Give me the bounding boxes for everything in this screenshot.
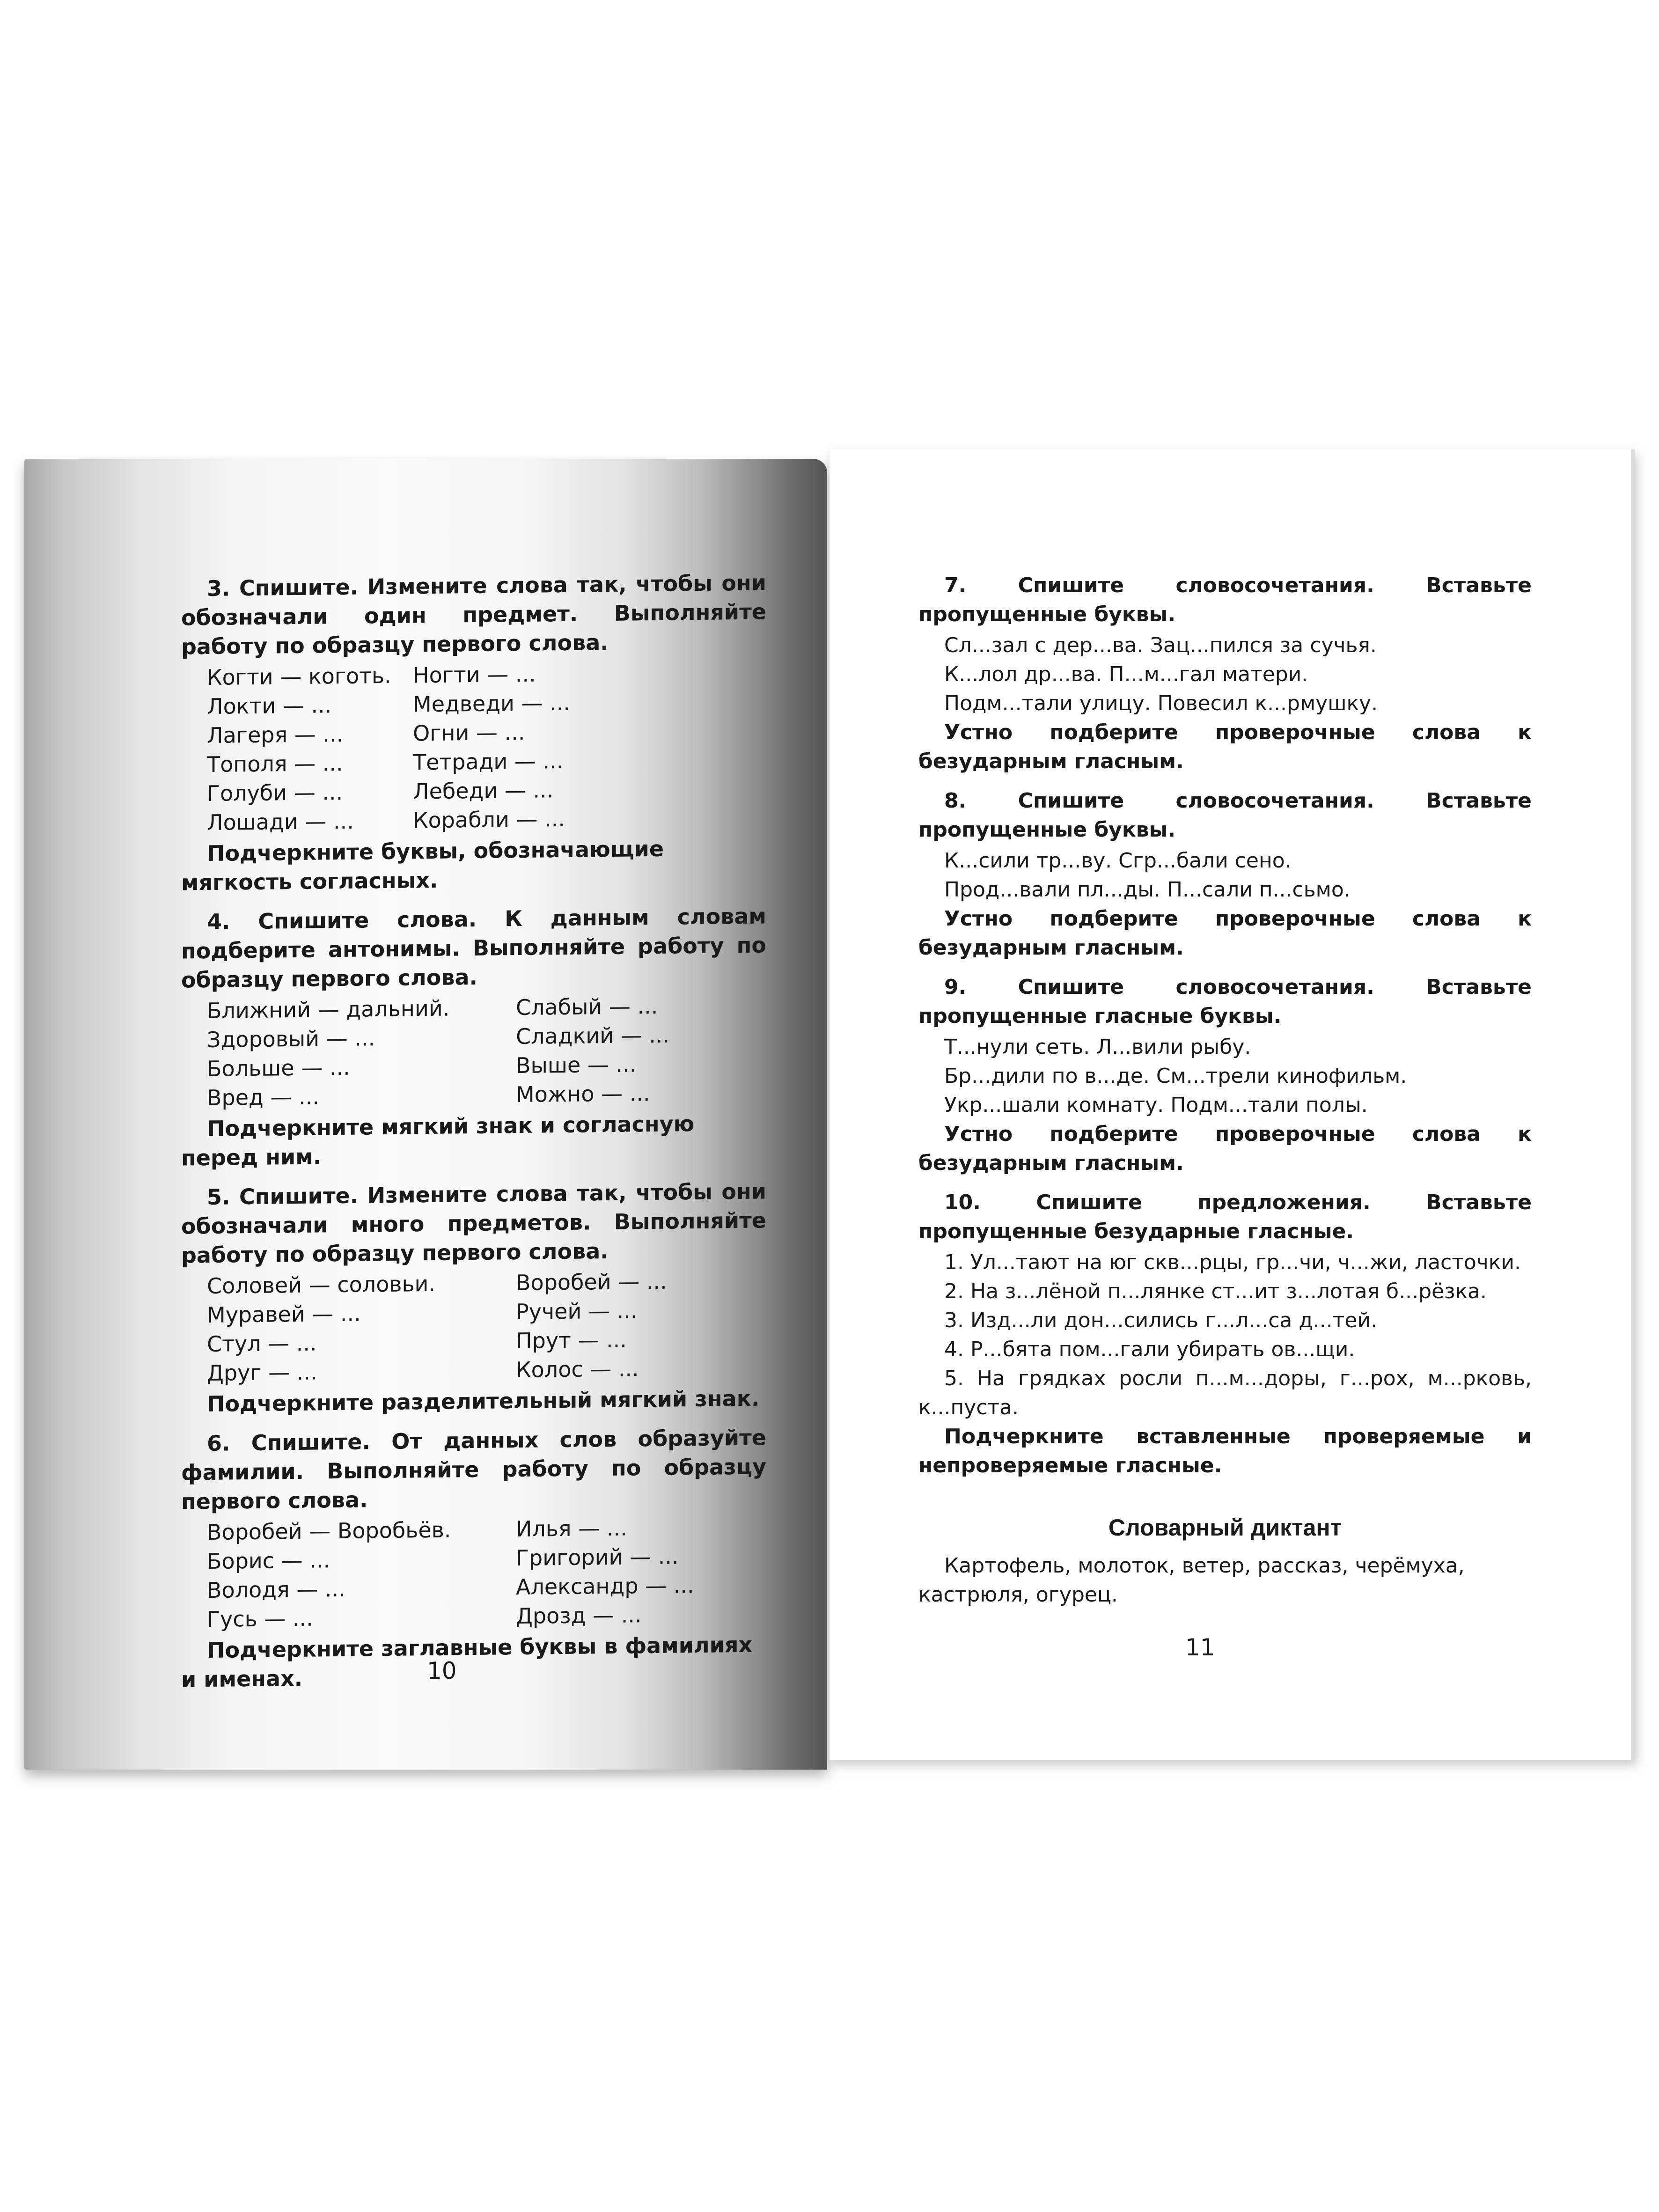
text-line: К...лол др...ва. П...м...гал матери. [944,662,1308,686]
exercise-8-title: 8. Спишите словосочетания. Вставьте пропущенные буквы. [918,789,1532,842]
word-item: Лагеря — ... [207,721,344,748]
word-item: Гусь — ... [207,1605,313,1632]
word-item: Соловей — соловьи. [207,1271,436,1299]
word-item: Лошади — ... [207,808,354,835]
word-item: Тополя — ... [207,750,343,777]
word-item: Слабый — ... [516,993,658,1021]
word-item: Когти — коготь. [207,662,391,690]
text-line: 5. На грядках росли п...м...доры, г...рох, м...рковь, к...пуста. [918,1367,1532,1419]
exercise-7-lines [918,631,1532,718]
exercise-3-words [207,657,766,837]
exercise-4-note: Подчеркните мягкий знак и согласную перед ним. [181,1111,695,1171]
exercise-9-note: Устно подберите проверочные слова к безударным гласным. [918,1122,1532,1175]
exercise-10-title: 10. Спишите предложения. Вставьте пропущенные безударные гласные. [918,1191,1532,1243]
text-line: Т...нули сеть. Л...вили рыбу. [944,1035,1251,1059]
word-item: Стул — ... [207,1330,317,1357]
right-page [830,449,1635,1760]
word-item: Выше — ... [516,1051,637,1079]
page-number-right: 11 [1185,1634,1215,1661]
exercise-9-title: 9. Спишите словосочетания. Вставьте пропущенные гласные буквы. [918,975,1532,1028]
exercise-5-note: Подчеркните разделительный мягкий знак. [207,1385,760,1417]
exercise-8 [918,786,1532,963]
word-item: Александр — ... [516,1573,694,1600]
exercise-10-lines [918,1248,1532,1422]
word-item: Борис — ... [207,1547,330,1574]
exercise-4-words [207,990,766,1112]
book-spread [24,449,1635,1770]
word-item: Муравей — ... [207,1301,361,1328]
exercise-4-title: 4. Спишите слова. К данным словам подберите антонимы. Выполняйте работу по образцу первого слова. [181,903,766,993]
word-item: Здоровый — ... [207,1025,375,1052]
word-item: Ручей — ... [516,1298,638,1325]
word-item: Прут — ... [516,1327,627,1354]
word-item: Колос — ... [516,1356,639,1383]
word-item: Вред — ... [207,1084,319,1110]
word-item: Воробей — ... [516,1268,667,1296]
exercise-3-title: 3. Спишите. Измените слова так, чтобы они обозначали один предмет. Выполняйте работу по образцу первого слова. [181,570,766,660]
word-item: Локти — ... [207,692,332,719]
word-item: Володя — ... [207,1576,345,1603]
text-line: Подм...тали улицу. Повесил к...рмушку. [944,691,1378,715]
exercise-9 [918,973,1532,1178]
text-line: 2. На з...лёной п...лянке ст...ит з...лотая б...рёзка. [944,1279,1487,1303]
exercise-6-title: 6. Спишите. От данных слов образуйте фамилии. Выполняйте работу по образцу первого слова. [181,1425,766,1514]
word-item: Огни — ... [413,719,525,746]
exercise-5-title: 5. Спишите. Измените слова так, чтобы они обозначали много предметов. Выполняйте работу по образцу первого слова. [181,1178,766,1268]
word-item: Сладкий — ... [516,1022,670,1050]
text-line: К...сили тр...ву. Сгр...бали сено. [944,849,1292,873]
text-line: Прод...вали пл...ды. П...сали п...сьмо. [944,878,1351,902]
word-item: Лебеди — ... [413,777,554,804]
word-item: Ногти — ... [413,661,536,688]
word-item: Медведи — ... [413,690,571,717]
word-item: Можно — ... [516,1080,650,1108]
word-item: Воробей — Воробьёв. [207,1517,451,1545]
text-line: 3. Изд...ли дон...сились г...л...са д...тей. [944,1308,1378,1332]
left-page [24,459,827,1770]
left-page-content [181,568,766,1704]
exercise-5-words [207,1265,766,1388]
exercise-6-words [207,1512,766,1634]
page-number-left: 10 [427,1657,457,1684]
text-line: Укр...шали комнату. Подм...тали полы. [944,1093,1368,1117]
exercise-10 [918,1188,1532,1480]
word-item: Тетради — ... [413,748,564,775]
text-line: 4. Р...бята пом...гали убирать ов...щи. [944,1337,1355,1361]
right-page-content [918,571,1532,1609]
dictation-title: Словарный диктант [1108,1514,1342,1541]
text-line: Бр...дили по в...де. См...трели кинофильм. [944,1064,1407,1088]
word-item: Ближний — дальний. [207,995,450,1023]
exercise-10-note: Подчеркните вставленные проверяемые и непроверяемые гласные. [918,1425,1532,1477]
exercise-8-note: Устно подберите проверочные слова к безударным гласным. [918,907,1532,960]
text-line: 1. Ул...тают на юг скв...рцы, гр...чи, ч...жи, ласточки. [944,1250,1521,1274]
exercise-7-note: Устно подберите проверочные слова к безударным гласным. [918,720,1532,773]
word-item: Илья — ... [516,1515,627,1542]
exercise-8-lines [918,846,1532,904]
dictation-text: Картофель, молоток, ветер, рассказ, черёмуха, кастрюля, огурец. [918,1554,1465,1607]
exercise-7-title: 7. Спишите словосочетания. Вставьте пропущенные буквы. [918,573,1532,626]
exercise-9-lines [918,1033,1532,1120]
exercise-7 [918,571,1532,776]
exercise-6-note: Подчеркните заглавные буквы в фамилиях и именах. [181,1631,753,1692]
word-item: Друг — ... [207,1359,317,1386]
word-item: Голуби — ... [207,779,343,806]
word-item: Больше — ... [207,1054,350,1081]
exercise-3-note: Подчеркните буквы, обозначающие мягкость согласных. [181,836,664,896]
word-item: Дрозд — ... [516,1602,642,1629]
word-item: Григорий — ... [516,1543,679,1571]
text-line: Сл...зал с дер...ва. Зац...пился за сучья. [944,633,1377,657]
word-item: Корабли — ... [413,806,565,833]
